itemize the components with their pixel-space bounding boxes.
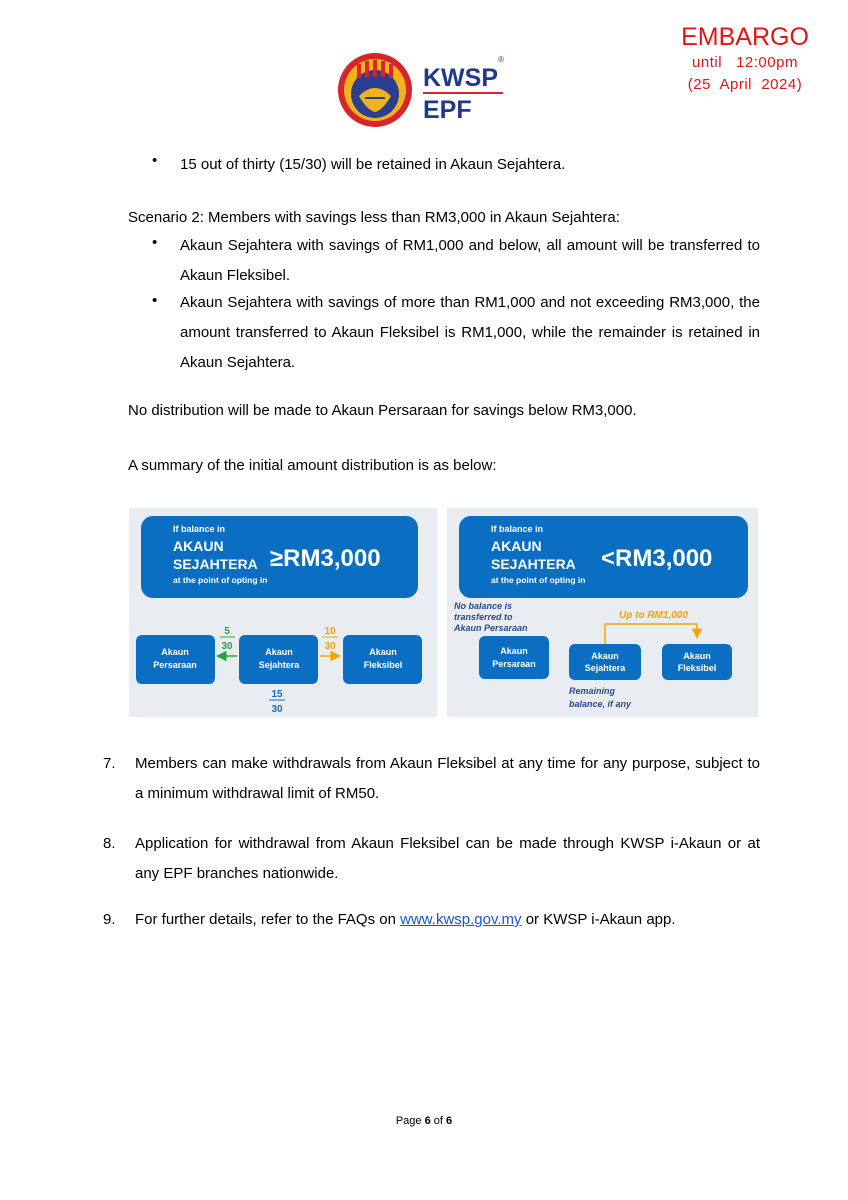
note-no-balance-line3: Akaun Persaraan bbox=[454, 623, 528, 633]
box-akaun-persaraan bbox=[479, 636, 549, 679]
bullet-marker: • bbox=[152, 152, 158, 169]
svg-text:Persaraan: Persaraan bbox=[153, 660, 197, 670]
svg-text:Sejahtera: Sejahtera bbox=[584, 663, 626, 673]
svg-text:Akaun: Akaun bbox=[161, 647, 189, 657]
kwsp-epf-logo bbox=[337, 50, 507, 132]
box-akaun-sejahtera bbox=[569, 644, 641, 680]
embargo-date: (25 April 2024) bbox=[687, 76, 803, 93]
item-9-number: 9. bbox=[103, 911, 116, 928]
bullet-marker: • bbox=[152, 234, 158, 251]
item-8-number: 8. bbox=[103, 835, 116, 852]
item-9-text bbox=[135, 905, 760, 935]
svg-text:Sejahtera: Sejahtera bbox=[258, 660, 300, 670]
logo-registered-mark: ® bbox=[498, 55, 504, 64]
logo-brand-top: KWSP bbox=[423, 64, 498, 92]
at-point-label: at the point of opting in bbox=[173, 575, 268, 585]
kwsp-website-link[interactable]: www.kwsp.gov.my bbox=[400, 911, 522, 928]
summary-intro-text: A summary of the initial amount distribution is as below: bbox=[128, 457, 497, 474]
embargo-notice bbox=[655, 22, 835, 96]
svg-text:Fleksibel: Fleksibel bbox=[677, 663, 717, 673]
diagram-above-3000 bbox=[129, 508, 437, 717]
scenario2-bullet-2: Akaun Sejahtera with savings of more than RM1,000 and not exceeding RM3,000, the amount transferred to Akaun Fleksibel is RM1,000, while the remainder is retained in Akaun Sejahtera. bbox=[180, 294, 760, 371]
fraction-fleksibel-den: 30 bbox=[324, 641, 336, 652]
bullet-marker: • bbox=[152, 292, 158, 309]
logo-brand-bottom: EPF bbox=[423, 96, 472, 124]
embargo-until: until 12:00pm bbox=[692, 54, 798, 71]
if-balance-label: If balance in bbox=[491, 524, 544, 534]
bullet-retained-sejahtera: 15 out of thirty (15/30) will be retained in Akaun Sejahtera. bbox=[180, 156, 566, 173]
note-no-balance-line1: No balance is bbox=[454, 601, 513, 611]
footer-of-word: of bbox=[433, 1115, 443, 1127]
footer-page-word: Page bbox=[395, 1115, 422, 1127]
svg-text:Akaun: Akaun bbox=[591, 651, 619, 661]
footer-current-page: 6 bbox=[424, 1115, 431, 1127]
item-7-number: 7. bbox=[103, 755, 116, 772]
diagram-below-3000 bbox=[447, 508, 758, 717]
item-9-after: or KWSP i-Akaun app. bbox=[521, 911, 676, 928]
up-to-label: Up to RM1,000 bbox=[619, 610, 688, 621]
svg-text:Akaun: Akaun bbox=[683, 651, 711, 661]
kwsp-emblem-icon bbox=[337, 50, 507, 132]
scenario2-bullet-1: Akaun Sejahtera with savings of RM1,000 and below, all amount will be transferred to Akaun Fleksibel. bbox=[180, 237, 760, 284]
fraction-fleksibel-num: 10 bbox=[324, 626, 336, 637]
svg-text:Fleksibel: Fleksibel bbox=[363, 660, 403, 670]
fraction-sejahtera-num: 15 bbox=[271, 689, 283, 700]
svg-text:Akaun: Akaun bbox=[265, 647, 293, 657]
arrow-sejahtera-to-fleksibel bbox=[605, 624, 697, 644]
condition-value: <RM3,000 bbox=[601, 545, 713, 572]
fraction-persaraan-num: 5 bbox=[224, 626, 230, 637]
svg-text:Akaun: Akaun bbox=[369, 647, 397, 657]
if-balance-label: If balance in bbox=[173, 524, 226, 534]
remaining-line1: Remaining bbox=[569, 686, 616, 696]
item-7-text: Members can make withdrawals from Akaun Fleksibel at any time for any purpose, subject to a minimum withdrawal limit of RM50. bbox=[135, 755, 760, 802]
svg-text:Akaun: Akaun bbox=[500, 646, 528, 656]
item-8-text: Application for withdrawal from Akaun Fleksibel can be made through KWSP i-Akaun or at any EPF branches nationwide. bbox=[135, 835, 760, 882]
item-9-before: For further details, refer to the FAQs on bbox=[135, 911, 401, 928]
fraction-sejahtera-den: 30 bbox=[271, 704, 283, 715]
page-footer bbox=[0, 1115, 848, 1127]
svg-text:Persaraan: Persaraan bbox=[492, 659, 536, 669]
no-distribution-text: No distribution will be made to Akaun Persaraan for savings below RM3,000. bbox=[128, 402, 637, 419]
fraction-persaraan-den: 30 bbox=[221, 641, 233, 652]
note-no-balance-line2: transferred to bbox=[454, 612, 513, 622]
at-point-label: at the point of opting in bbox=[491, 575, 586, 585]
account-name-line1: AKAUN bbox=[491, 538, 542, 554]
footer-total-pages: 6 bbox=[446, 1115, 453, 1127]
account-name-line2: SEJAHTERA bbox=[173, 556, 258, 572]
remaining-line2: balance, if any bbox=[569, 699, 632, 709]
scenario2-heading bbox=[128, 203, 768, 233]
scenario2-text: Members with savings less than RM3,000 in Akaun Sejahtera: bbox=[203, 209, 620, 226]
scenario2-label: Scenario 2: bbox=[128, 209, 204, 226]
box-akaun-fleksibel bbox=[662, 644, 732, 680]
account-name-line1: AKAUN bbox=[173, 538, 224, 554]
condition-value: ≥RM3,000 bbox=[270, 545, 381, 572]
embargo-title: EMBARGO bbox=[681, 23, 809, 51]
account-name-line2: SEJAHTERA bbox=[491, 556, 576, 572]
